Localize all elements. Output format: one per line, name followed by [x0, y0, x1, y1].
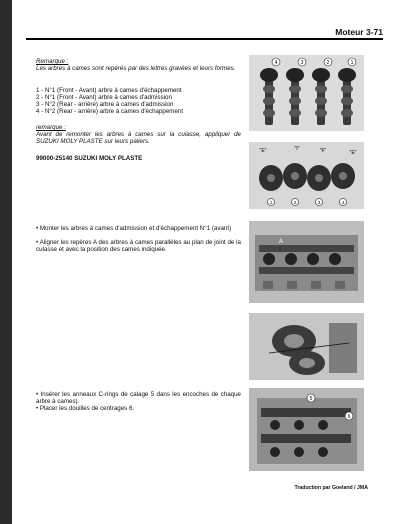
bullet-item: • Monter les arbres à cames d'admission et d'échappement N°1 (avant): [36, 225, 232, 232]
remarque2-title: remarque :: [36, 124, 66, 131]
callout-label: 5: [309, 396, 313, 402]
remarque-text: Les arbres à cames sont repérés par des lettres gravées et leurs formes.: [36, 65, 236, 72]
mark-label: "E": [349, 150, 357, 156]
callout-label: 3: [300, 60, 304, 66]
callout-label: 6: [347, 414, 351, 420]
mark-label: "E": [259, 148, 267, 154]
mark-label: "F": [319, 148, 327, 154]
page-edge-bar: [0, 0, 12, 524]
cylinder-head-photo: [249, 221, 364, 303]
callout-label: 4: [341, 199, 345, 205]
callout-label: 4: [274, 60, 278, 66]
remarque2-text: Avant de remonter les arbres à cames sur la culasse, appliquer de SUZUKI MOLY PLASTE sur leurs paliers.: [36, 131, 241, 146]
callout-label: 3: [317, 199, 321, 205]
list-item: 1 - N°1 (Front - Avant) arbre à cames d'échappement: [36, 87, 182, 94]
list-item: 4 - N°2 (Rear - arrière) arbre à cames d'échappement: [36, 108, 184, 115]
camshaft-marks-photo: [249, 142, 364, 209]
mark-label: "I": [294, 146, 300, 152]
list-item: 3 - N°2 (Rear - arrière) arbre à cames d'admission: [36, 101, 174, 108]
callout-label: 2: [326, 60, 330, 66]
bullet-item: • Aligner les repères A des arbres à cames parallèles au plan de joint de la culasse et avec la position des cames indiquée.: [36, 239, 241, 254]
camshafts-photo: [249, 55, 364, 131]
callout-label: 1: [269, 199, 273, 205]
bullet-item: • Placer les douilles de centrages 6.: [36, 405, 135, 412]
page-title: Moteur 3-71: [335, 27, 383, 37]
callout-label: 1: [350, 60, 354, 66]
callout-label: 2: [293, 199, 297, 205]
part-number: 99000-25140 SUZUKI MOLY PLASTE: [36, 155, 143, 162]
c-ring-photo: [249, 388, 364, 471]
remarque-title: Remarque :: [36, 58, 69, 65]
translation-credit: Traduction par Goeland / JMA: [294, 485, 368, 491]
mark-label: A: [279, 239, 284, 245]
bullet-item: • Insérer les anneaux C-rings de calage 5 dans les encoches de chaque arbre à cames).: [36, 391, 241, 406]
camshaft-alignment-photo: [249, 313, 364, 380]
header-rule: [26, 38, 383, 40]
list-item: 2 - N°1 (Front - Avant) arbre à cames d'admission: [36, 94, 172, 101]
